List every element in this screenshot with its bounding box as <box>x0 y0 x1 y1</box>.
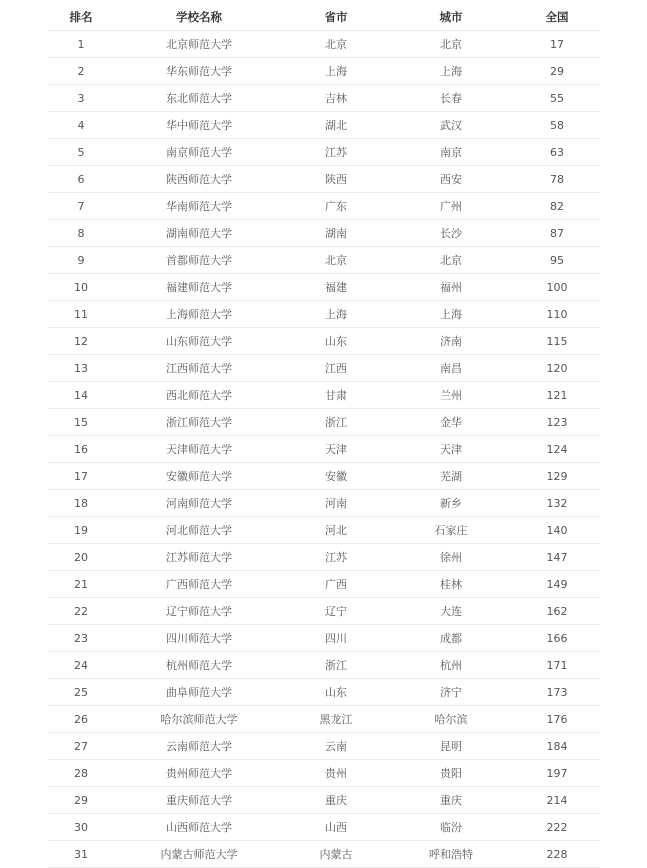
cell-city: 昆明 <box>440 740 462 753</box>
table-row <box>48 166 600 193</box>
cell-province: 江苏 <box>325 146 347 159</box>
cell-national: 171 <box>546 658 568 672</box>
cell-national: 95 <box>550 253 564 267</box>
cell-rank: 10 <box>74 280 88 294</box>
cell-province: 河北 <box>325 524 347 537</box>
cell-national: 55 <box>550 91 564 105</box>
cell-city: 广州 <box>440 200 462 213</box>
cell-rank: 25 <box>74 685 88 699</box>
cell-rank: 7 <box>77 199 85 213</box>
cell-city: 济南 <box>440 335 462 348</box>
cell-school-name: 江苏师范大学 <box>166 551 232 564</box>
cell-national: 132 <box>546 496 568 510</box>
cell-school-name: 华南师范大学 <box>166 200 232 213</box>
cell-province: 重庆 <box>325 794 347 807</box>
cell-school-name: 福建师范大学 <box>166 281 232 294</box>
cell-rank: 4 <box>77 118 85 132</box>
table-row <box>48 112 600 139</box>
cell-national: 17 <box>550 37 564 51</box>
table-row <box>48 517 600 544</box>
cell-city: 徐州 <box>440 551 462 564</box>
table-row <box>48 301 600 328</box>
cell-province: 内蒙古 <box>319 848 353 861</box>
cell-rank: 8 <box>77 226 85 240</box>
cell-province: 浙江 <box>325 659 347 672</box>
cell-city: 上海 <box>440 65 462 78</box>
header-province: 省市 <box>324 10 348 24</box>
cell-city: 桂林 <box>440 578 462 591</box>
table-row <box>48 139 600 166</box>
cell-city: 北京 <box>440 38 462 51</box>
cell-national: 58 <box>550 118 564 132</box>
cell-city: 长沙 <box>440 227 462 240</box>
cell-school-name: 山西师范大学 <box>166 821 232 834</box>
cell-rank: 22 <box>74 604 88 618</box>
table-body <box>48 31 600 868</box>
cell-national: 29 <box>550 64 564 78</box>
cell-school-name: 哈尔滨师范大学 <box>160 713 238 726</box>
cell-national: 87 <box>550 226 564 240</box>
table-row <box>48 841 600 868</box>
table-row <box>48 247 600 274</box>
table-row <box>48 220 600 247</box>
cell-national: 121 <box>546 388 568 402</box>
cell-national: 110 <box>546 307 568 321</box>
cell-national: 162 <box>546 604 568 618</box>
cell-national: 173 <box>546 685 568 699</box>
cell-national: 124 <box>546 442 568 456</box>
cell-province: 甘肃 <box>325 389 347 402</box>
cell-school-name: 天津师范大学 <box>166 443 232 456</box>
cell-school-name: 辽宁师范大学 <box>166 605 232 618</box>
cell-province: 广西 <box>325 578 347 591</box>
table-row <box>48 598 600 625</box>
cell-national: 100 <box>546 280 568 294</box>
cell-school-name: 华东师范大学 <box>166 65 232 78</box>
cell-national: 197 <box>546 766 568 780</box>
cell-province: 北京 <box>325 254 347 267</box>
table-row <box>48 274 600 301</box>
cell-school-name: 西北师范大学 <box>166 389 232 402</box>
cell-province: 安徽 <box>325 470 347 483</box>
cell-national: 115 <box>546 334 568 348</box>
table-row <box>48 58 600 85</box>
cell-rank: 20 <box>74 550 88 564</box>
cell-city: 天津 <box>440 443 462 456</box>
cell-city: 西安 <box>440 173 462 186</box>
cell-province: 河南 <box>325 497 347 510</box>
cell-city: 杭州 <box>440 659 462 672</box>
cell-rank: 2 <box>77 64 85 78</box>
cell-national: 147 <box>546 550 568 564</box>
cell-city: 福州 <box>440 281 462 294</box>
cell-city: 石家庄 <box>434 524 468 537</box>
table-row <box>48 733 600 760</box>
cell-province: 湖北 <box>325 119 347 132</box>
cell-province: 贵州 <box>325 767 347 780</box>
cell-rank: 15 <box>74 415 88 429</box>
cell-school-name: 四川师范大学 <box>166 632 232 645</box>
cell-province: 上海 <box>325 308 347 321</box>
cell-city: 重庆 <box>440 794 462 807</box>
cell-rank: 30 <box>74 820 88 834</box>
cell-city: 大连 <box>440 605 462 618</box>
table-header <box>48 4 600 31</box>
table-row <box>48 382 600 409</box>
table-row <box>48 85 600 112</box>
cell-national: 214 <box>546 793 568 807</box>
cell-school-name: 首都师范大学 <box>166 254 232 267</box>
cell-city: 金华 <box>440 416 462 429</box>
table-row <box>48 328 600 355</box>
cell-national: 140 <box>546 523 568 537</box>
cell-city: 长春 <box>440 92 462 105</box>
cell-national: 176 <box>546 712 568 726</box>
cell-rank: 26 <box>74 712 88 726</box>
cell-national: 222 <box>546 820 568 834</box>
cell-province: 陕西 <box>325 173 347 186</box>
cell-school-name: 山东师范大学 <box>166 335 232 348</box>
cell-national: 123 <box>546 415 568 429</box>
table-row <box>48 652 600 679</box>
cell-national: 82 <box>550 199 564 213</box>
cell-school-name: 东北师范大学 <box>166 92 232 105</box>
cell-province: 上海 <box>325 65 347 78</box>
cell-province: 山东 <box>325 686 347 699</box>
header-national: 全国 <box>545 10 569 24</box>
table-row <box>48 463 600 490</box>
cell-rank: 23 <box>74 631 88 645</box>
cell-rank: 11 <box>74 307 88 321</box>
cell-school-name: 湖南师范大学 <box>166 227 232 240</box>
cell-rank: 21 <box>74 577 88 591</box>
table-row <box>48 490 600 517</box>
table-row <box>48 571 600 598</box>
header-school-name: 学校名称 <box>176 10 222 24</box>
cell-school-name: 内蒙古师范大学 <box>160 848 238 861</box>
cell-rank: 16 <box>74 442 88 456</box>
table-row <box>48 760 600 787</box>
cell-national: 78 <box>550 172 564 186</box>
header-rank: 排名 <box>69 10 93 24</box>
cell-school-name: 杭州师范大学 <box>166 659 232 672</box>
cell-rank: 6 <box>77 172 85 186</box>
cell-rank: 17 <box>74 469 88 483</box>
cell-school-name: 广西师范大学 <box>166 578 232 591</box>
table-row <box>48 787 600 814</box>
cell-province: 江西 <box>325 362 347 375</box>
table-row <box>48 679 600 706</box>
cell-city: 济宁 <box>440 686 462 699</box>
cell-rank: 13 <box>74 361 88 375</box>
cell-province: 福建 <box>325 281 347 294</box>
cell-city: 武汉 <box>440 119 462 132</box>
table-row <box>48 355 600 382</box>
table-row <box>48 436 600 463</box>
cell-school-name: 安徽师范大学 <box>166 470 232 483</box>
cell-rank: 29 <box>74 793 88 807</box>
cell-rank: 9 <box>77 253 85 267</box>
cell-national: 149 <box>546 577 568 591</box>
cell-school-name: 北京师范大学 <box>166 38 232 51</box>
cell-city: 贵阳 <box>440 767 462 780</box>
cell-rank: 3 <box>77 91 85 105</box>
cell-rank: 14 <box>74 388 88 402</box>
cell-city: 兰州 <box>440 389 462 402</box>
cell-rank: 28 <box>74 766 88 780</box>
cell-rank: 24 <box>74 658 88 672</box>
cell-rank: 12 <box>74 334 88 348</box>
table-row <box>48 814 600 841</box>
cell-city: 哈尔滨 <box>434 713 468 726</box>
cell-rank: 31 <box>74 847 88 861</box>
cell-school-name: 河北师范大学 <box>166 524 232 537</box>
cell-province: 山西 <box>325 821 347 834</box>
cell-school-name: 华中师范大学 <box>166 119 232 132</box>
cell-rank: 5 <box>77 145 85 159</box>
ranking-table <box>48 4 600 868</box>
cell-province: 北京 <box>325 38 347 51</box>
table-row <box>48 544 600 571</box>
cell-school-name: 河南师范大学 <box>166 497 232 510</box>
cell-school-name: 浙江师范大学 <box>166 416 232 429</box>
cell-province: 黑龙江 <box>319 713 353 726</box>
cell-province: 天津 <box>325 443 347 456</box>
cell-national: 166 <box>546 631 568 645</box>
cell-school-name: 贵州师范大学 <box>166 767 232 780</box>
cell-province: 湖南 <box>325 227 347 240</box>
cell-province: 辽宁 <box>325 605 347 618</box>
cell-city: 上海 <box>440 308 462 321</box>
cell-national: 184 <box>546 739 568 753</box>
cell-city: 成都 <box>440 632 462 645</box>
cell-province: 浙江 <box>325 416 347 429</box>
cell-province: 山东 <box>325 335 347 348</box>
header-city: 城市 <box>439 10 463 24</box>
cell-school-name: 曲阜师范大学 <box>166 686 232 699</box>
cell-school-name: 云南师范大学 <box>166 740 232 753</box>
table-row <box>48 706 600 733</box>
table-row <box>48 193 600 220</box>
cell-city: 北京 <box>440 254 462 267</box>
cell-rank: 18 <box>74 496 88 510</box>
cell-school-name: 江西师范大学 <box>166 362 232 375</box>
cell-province: 云南 <box>325 740 347 753</box>
cell-rank: 1 <box>77 37 85 51</box>
cell-city: 呼和浩特 <box>429 848 473 861</box>
cell-city: 芜湖 <box>440 470 462 483</box>
cell-rank: 19 <box>74 523 88 537</box>
cell-national: 129 <box>546 469 568 483</box>
cell-province: 广东 <box>325 200 347 213</box>
cell-city: 南京 <box>440 146 462 159</box>
cell-rank: 27 <box>74 739 88 753</box>
cell-school-name: 陕西师范大学 <box>166 173 232 186</box>
cell-province: 四川 <box>325 632 347 645</box>
cell-national: 228 <box>546 847 568 861</box>
cell-national: 120 <box>546 361 568 375</box>
cell-school-name: 上海师范大学 <box>166 308 232 321</box>
table-row <box>48 31 600 58</box>
cell-national: 63 <box>550 145 564 159</box>
cell-school-name: 重庆师范大学 <box>166 794 232 807</box>
table-row <box>48 409 600 436</box>
cell-province: 江苏 <box>325 551 347 564</box>
cell-city: 新乡 <box>440 497 462 510</box>
cell-city: 南昌 <box>440 362 462 375</box>
cell-school-name: 南京师范大学 <box>166 146 232 159</box>
cell-city: 临汾 <box>440 821 462 834</box>
cell-province: 吉林 <box>325 92 347 105</box>
table-row <box>48 625 600 652</box>
